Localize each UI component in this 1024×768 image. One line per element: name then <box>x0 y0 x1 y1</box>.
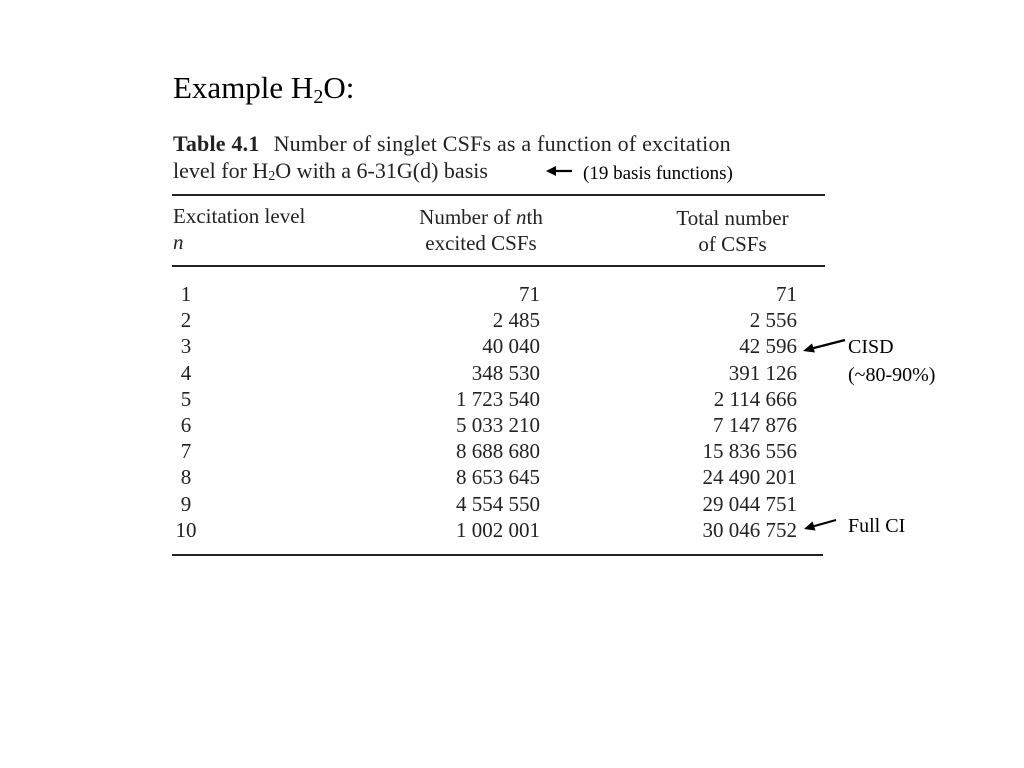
table-bottom-rule <box>172 554 823 556</box>
cell-nth: 4 554 550 <box>456 491 540 516</box>
header-col2-line1 <box>395 204 567 230</box>
cell-level: 4 <box>180 360 192 385</box>
cell-total: 7 147 876 <box>713 412 797 437</box>
header-col3-line1: Total number <box>676 206 789 230</box>
table-row <box>173 464 803 490</box>
cell-nth: 8 688 680 <box>456 439 540 464</box>
cell-level: 3 <box>180 334 192 359</box>
table-body <box>173 281 803 543</box>
basis-note: (19 basis functions) <box>583 163 733 184</box>
cell-total: 71 <box>776 282 797 306</box>
cell-nth: 1 723 540 <box>456 386 540 411</box>
title-subscript: 2 <box>313 86 324 108</box>
table-row <box>173 491 803 517</box>
cisd-label: CISD <box>848 336 894 358</box>
header-nth-excited <box>395 204 567 256</box>
table-row <box>173 517 803 543</box>
table-row <box>173 281 803 307</box>
cell-total: 30 046 752 <box>702 517 797 542</box>
full-ci-arrow-icon <box>804 520 836 531</box>
table-row <box>173 386 803 412</box>
table-row <box>173 360 803 386</box>
table-header-rule <box>172 265 825 267</box>
header-col1-line1: Excitation level <box>173 204 306 228</box>
header-col2-n: n <box>515 205 527 229</box>
page-title <box>173 68 354 108</box>
header-col2-after: th <box>526 205 543 229</box>
table-top-rule <box>172 194 825 196</box>
cell-nth: 348 530 <box>471 360 540 385</box>
caption-line-2 <box>173 157 833 184</box>
cell-level: 7 <box>180 439 192 464</box>
table-row <box>173 333 803 359</box>
table-label: Table 4.1 <box>173 131 260 156</box>
cell-level: 10 <box>175 517 197 542</box>
cell-level: 1 <box>180 282 192 306</box>
table-row <box>173 438 803 464</box>
caption-line-2-after: O with a 6-31G(d) basis <box>275 158 488 183</box>
cell-level: 5 <box>180 386 192 411</box>
cell-level: 2 <box>180 308 192 333</box>
cell-nth: 40 040 <box>482 334 540 359</box>
cell-nth: 8 653 645 <box>456 465 540 490</box>
cell-nth: 1 002 001 <box>456 517 540 542</box>
title-suffix: O: <box>323 70 355 105</box>
header-col3-line2: of CSFs <box>698 232 767 256</box>
title-prefix: Example H <box>173 70 314 105</box>
header-col1-line2: n <box>173 230 184 254</box>
cell-level: 8 <box>180 465 192 490</box>
header-total-number <box>655 205 810 257</box>
cell-total: 391 126 <box>728 360 797 385</box>
table-row <box>173 307 803 333</box>
cell-nth: 71 <box>519 282 540 306</box>
cisd-annotation <box>848 333 935 389</box>
cisd-percentage: (~80-90%) <box>848 364 936 386</box>
cell-total: 15 836 556 <box>702 439 797 464</box>
cell-total: 2 114 666 <box>713 386 797 411</box>
cell-level: 9 <box>180 491 192 516</box>
header-col2-before: Number of <box>419 205 516 229</box>
caption-line-1: Number of singlet CSFs as a function of excitation <box>273 131 731 156</box>
table-row <box>173 412 803 438</box>
cell-total: 29 044 751 <box>702 491 797 516</box>
table-caption <box>173 130 833 184</box>
cell-total: 2 556 <box>749 308 797 333</box>
header-col2-line2: excited CSFs <box>425 231 537 255</box>
cell-nth: 5 033 210 <box>456 412 540 437</box>
cell-nth: 2 485 <box>492 308 540 333</box>
cell-total: 42 596 <box>739 334 797 359</box>
caption-line-2-before: level for H <box>173 158 269 183</box>
cisd-arrow-icon <box>803 340 845 353</box>
header-excitation-level <box>173 203 305 255</box>
caption-subscript: 2 <box>268 169 276 184</box>
full-ci-annotation: Full CI <box>848 515 906 537</box>
cell-total: 24 490 201 <box>702 465 797 490</box>
cell-level: 6 <box>180 412 192 437</box>
